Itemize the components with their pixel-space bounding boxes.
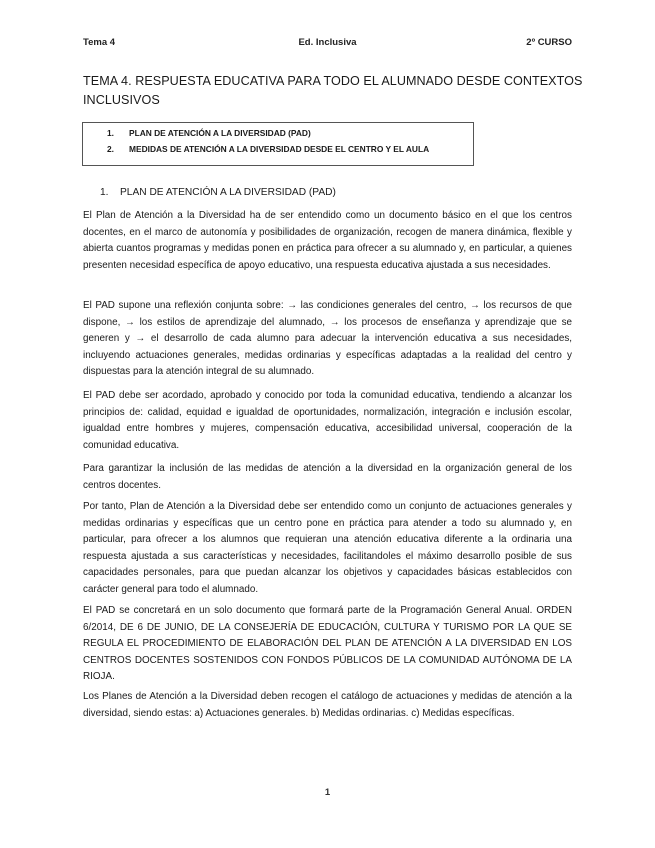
header-course: 2º CURSO [526, 37, 572, 48]
paragraph: El Plan de Atención a la Diversidad ha de ser entendido como un documento básico en el que los centros docentes, en el marco de autonomía y posibilidades de organización, recogen de manera dinámica, flexible y abierta cuantos programas y medidas ponen en práctica para ofrecer a su alumnado y, en particular, a quienes presenten necesidad específica de apoyo educativo, una respuesta educativa ajustada a sus necesidades. [83, 210, 572, 271]
section-title: PLAN DE ATENCIÓN A LA DIVERSIDAD (PAD) [120, 187, 336, 198]
table-of-contents-box [82, 122, 474, 166]
section-number: 1. [100, 187, 109, 198]
toc-item-label: PLAN DE ATENCIÓN A LA DIVERSIDAD (PAD) [129, 128, 311, 138]
paragraph: El PAD supone una reflexión conjunta sobre: → las condiciones generales del centro, → los recursos de que dispone, → los estilos de aprendizaje del alumnado, → los procesos de enseñanza y aprendizaje que se generen y → el desarrollo de cada alumno para adecuar la intervención educativa a sus necesidades, incluyendo actuaciones generales, medidas ordinarias y específicas adaptadas a la realidad del centro y dispuestas para la atención integral de su alumnado. [83, 300, 572, 378]
section-heading [100, 187, 336, 198]
document-title: TEMA 4. RESPUESTA EDUCATIVA PARA TODO EL ALUMNADO DESDE CONTEXTOS INCLUSIVOS [83, 74, 583, 107]
page-header [83, 37, 572, 51]
toc-item [107, 128, 311, 138]
toc-item [107, 144, 429, 154]
toc-item-number: 1. [107, 128, 114, 138]
header-subject: Ed. Inclusiva [298, 37, 357, 48]
paragraph: El PAD se concretará en un solo documento que formará parte de la Programación General Anual. ORDEN 6/2014, DE 6 DE JUNIO, DE LA CONSEJERÍA DE EDUCACIÓN, CULTURA Y TURISMO POR LA QUE SE REGULA EL PROCEDIMIENTO DE ELABORACIÓN DEL PLAN DE ATENCIÓN A LA DIVERSIDAD EN LOS CENTROS DOCENTES SOSTENIDOS CON FONDOS PÚBLICOS DE LA COMUNIDAD AUTÓNOMA DE LA RIOJA. [83, 605, 572, 683]
toc-item-number: 2. [107, 144, 114, 154]
paragraph: Los Planes de Atención a la Diversidad deben recogen el catálogo de actuaciones y medidas de atención a la diversidad, siendo estas: a) Actuaciones generales. b) Medidas ordinarias. c) Medidas específicas. [83, 691, 572, 719]
header-topic: Tema 4 [83, 37, 116, 48]
paragraph: Para garantizar la inclusión de las medidas de atención a la diversidad en la organización general de los centros docentes. [83, 463, 572, 491]
paragraph: Por tanto, Plan de Atención a la Diversidad debe ser entendido como un conjunto de actuaciones generales y medidas ordinarias y específicas que un centro pone en práctica para atender a todo su alumnado y, en particular, para ofrecer a los alumnos que requieran una atención educativa diferente a la ordinaria una respuesta ajustada a sus características y necesidades, facilitandoles el máximo desarrollo posible de sus capacidades personales, para que puedan alcanzar los objetivos y capacidades básicas establecidos con carácter general para todo el alumnado. [83, 501, 572, 595]
toc-item-label: MEDIDAS DE ATENCIÓN A LA DIVERSIDAD DESDE EL CENTRO Y EL AULA [129, 144, 430, 154]
paragraph: El PAD debe ser acordado, aprobado y conocido por toda la comunidad educativa, tendiendo a alcanzar los principios de: calidad, equidad e igualdad de oportunidades, normalización, integración e inclusión escolar, igualdad entre hombres y mujeres, compensación educativa, accesibilidad universal, cooperación de la comunidad educativa. [83, 390, 572, 451]
page-number: 1 [324, 787, 331, 798]
